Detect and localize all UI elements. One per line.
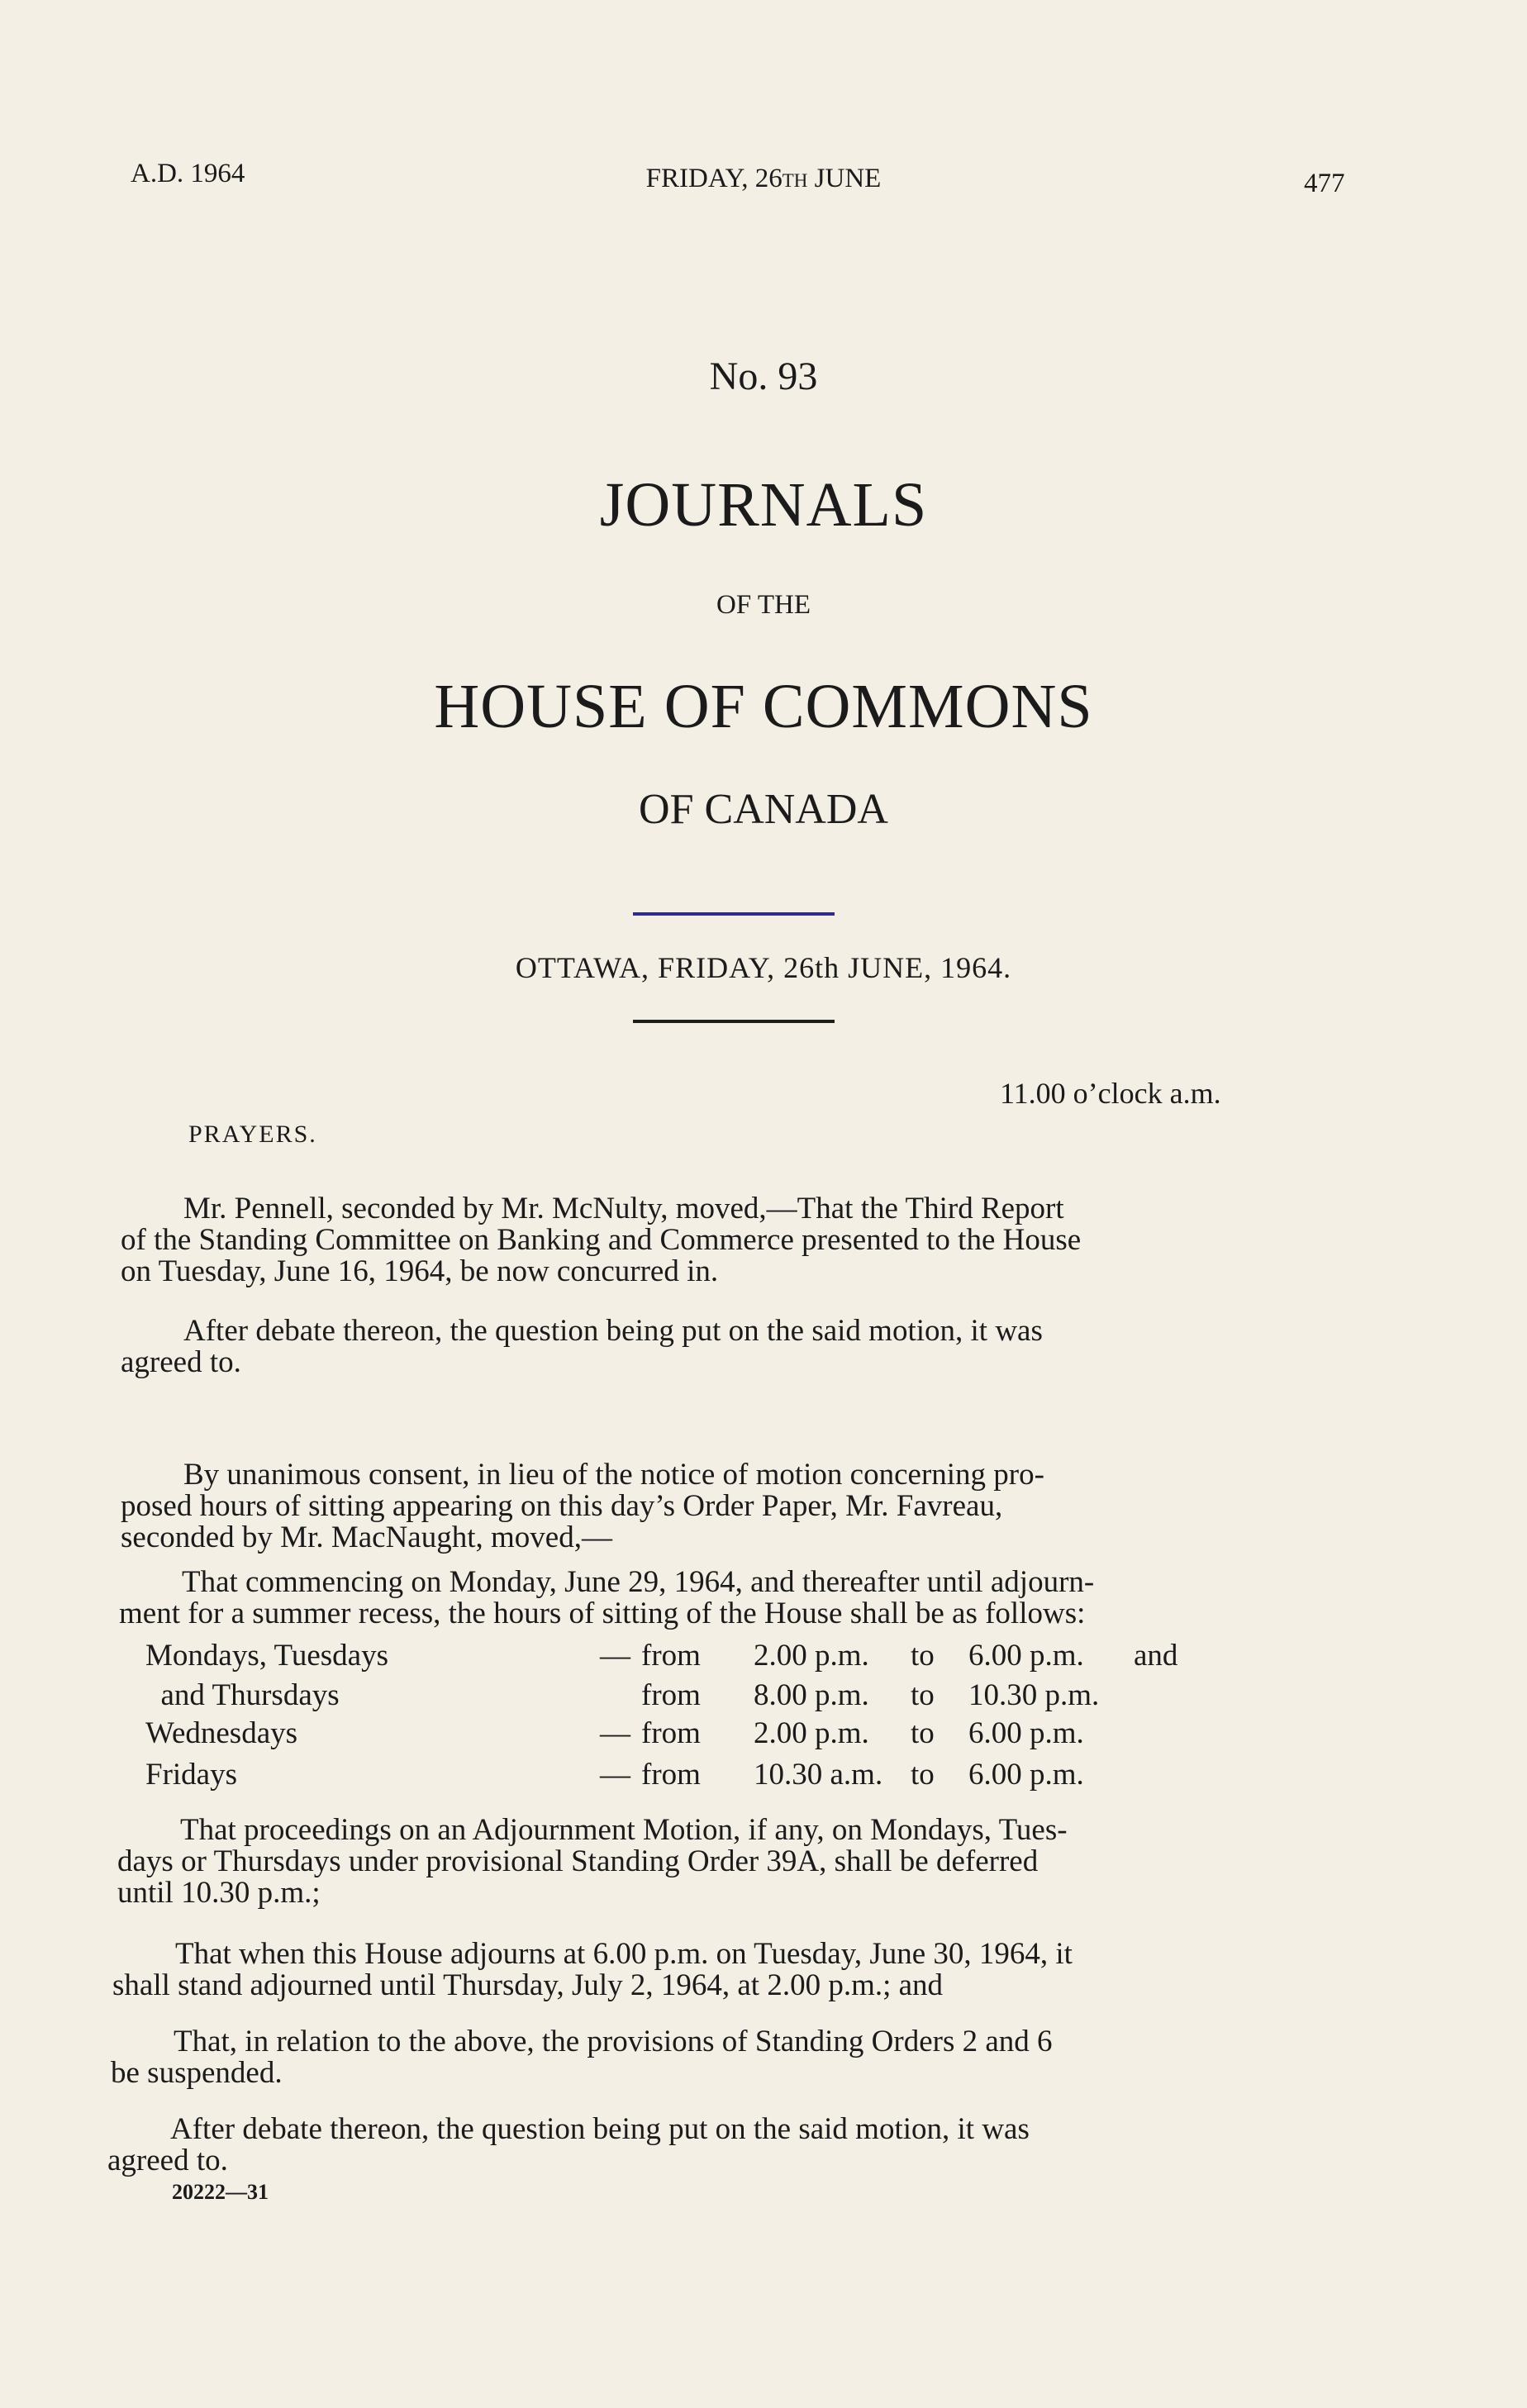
hours-to: to bbox=[911, 1678, 935, 1712]
paragraph-pennell-motion bbox=[121, 1193, 1344, 1287]
text-line: That when this House adjourns at 6.00 p.m. on Tuesday, June 30, 1964, it bbox=[175, 1937, 1073, 1971]
hours-day: Mondays, Tuesdays bbox=[145, 1639, 388, 1673]
divider-rule bbox=[633, 912, 835, 916]
paragraph-adjourns bbox=[112, 1939, 1334, 2001]
hours-start: 8.00 p.m. bbox=[754, 1678, 869, 1712]
hours-from: from bbox=[641, 1639, 701, 1673]
hours-day: Wednesdays bbox=[145, 1716, 298, 1750]
text-line: posed hours of sitting appearing on this day’s Order Paper, Mr. Favreau, bbox=[121, 1489, 1003, 1523]
hours-end: 6.00 p.m. bbox=[968, 1758, 1084, 1792]
hours-to: to bbox=[911, 1639, 935, 1673]
sitting-time: 11.00 o’clock a.m. bbox=[1000, 1077, 1221, 1110]
title-of-the: OF THE bbox=[716, 590, 811, 620]
running-date-suffix: TH bbox=[782, 170, 808, 191]
hours-end: 6.00 p.m. bbox=[968, 1639, 1084, 1673]
text-line: ment for a summer recess, the hours of sitting of the House shall be as follows: bbox=[119, 1597, 1086, 1630]
text-line: That proceedings on an Adjournment Motion, if any, on Mondays, Tues- bbox=[180, 1813, 1068, 1847]
paragraph-agreed-2 bbox=[107, 2114, 1330, 2177]
page-number: 477 bbox=[1304, 169, 1345, 198]
text-line: That commencing on Monday, June 29, 1964, and thereafter until adjourn- bbox=[182, 1565, 1095, 1599]
paragraph-agreed-1 bbox=[121, 1316, 1344, 1378]
paragraph-adjournment-motion bbox=[117, 1815, 1339, 1909]
text-line: After debate thereon, the question being put on the said motion, it was bbox=[183, 1314, 1043, 1348]
paragraph-standing-orders bbox=[111, 2026, 1332, 2089]
text-line: be suspended. bbox=[111, 2056, 283, 2090]
text-line: of the Standing Committee on Banking and Commerce presented to the House bbox=[121, 1223, 1082, 1257]
hours-day: Fridays bbox=[145, 1758, 237, 1792]
issue-number: No. 93 bbox=[709, 355, 818, 398]
hours-to: to bbox=[911, 1716, 935, 1750]
title-journals: JOURNALS bbox=[599, 470, 928, 540]
running-date-main: FRIDAY, 26 bbox=[645, 164, 783, 193]
hours-end: 10.30 p.m. bbox=[968, 1678, 1100, 1712]
text-line: seconded by Mr. MacNaught, moved,— bbox=[121, 1520, 612, 1554]
hours-start: 10.30 a.m. bbox=[754, 1758, 883, 1792]
running-head bbox=[0, 155, 1527, 197]
hours-dash: — bbox=[600, 1716, 630, 1750]
dateline: OTTAWA, FRIDAY, 26th JUNE, 1964. bbox=[515, 951, 1012, 984]
hours-and: and bbox=[1134, 1639, 1178, 1673]
hours-dash: — bbox=[600, 1758, 630, 1792]
text-line: agreed to. bbox=[107, 2144, 228, 2177]
title-house-of-commons: HOUSE OF COMMONS bbox=[434, 672, 1093, 741]
hours-dash: — bbox=[600, 1639, 630, 1673]
printer-code: 20222—31 bbox=[172, 2180, 269, 2204]
text-line: on Tuesday, June 16, 1964, be now concurred in. bbox=[121, 1254, 719, 1288]
text-line: days or Thursdays under provisional Standing Order 39A, shall be deferred bbox=[117, 1844, 1039, 1878]
title-of-canada: OF CANADA bbox=[639, 786, 888, 833]
text-line: After debate thereon, the question being put on the said motion, it was bbox=[170, 2112, 1030, 2146]
hours-from: from bbox=[641, 1758, 701, 1792]
text-line: That, in relation to the above, the provisions of Standing Orders 2 and 6 bbox=[174, 2025, 1053, 2058]
hours-day: and Thursdays bbox=[145, 1678, 340, 1712]
divider-rule bbox=[633, 1020, 835, 1023]
text-line: until 10.30 p.m.; bbox=[117, 1876, 321, 1910]
running-date-month: JUNE bbox=[807, 164, 882, 193]
hours-to: to bbox=[911, 1758, 935, 1792]
text-line: Mr. Pennell, seconded by Mr. McNulty, moved,—That the Third Report bbox=[183, 1192, 1064, 1225]
text-line: shall stand adjourned until Thursday, July 2, 1964, at 2.00 p.m.; and bbox=[112, 1968, 944, 2002]
text-line: agreed to. bbox=[121, 1345, 241, 1379]
paragraph-unanimous-consent bbox=[121, 1459, 1344, 1554]
hours-start: 2.00 p.m. bbox=[754, 1716, 869, 1750]
prayers-heading: PRAYERS. bbox=[188, 1121, 317, 1148]
year-label: A.D. 1964 bbox=[131, 159, 245, 188]
hours-from: from bbox=[641, 1716, 701, 1750]
hours-from: from bbox=[641, 1678, 701, 1712]
paragraph-commencing bbox=[119, 1567, 1342, 1630]
text-line: By unanimous consent, in lieu of the notice of motion concerning pro- bbox=[183, 1458, 1044, 1492]
hours-start: 2.00 p.m. bbox=[754, 1639, 869, 1673]
running-date bbox=[0, 164, 1527, 194]
hours-end: 6.00 p.m. bbox=[968, 1716, 1084, 1750]
